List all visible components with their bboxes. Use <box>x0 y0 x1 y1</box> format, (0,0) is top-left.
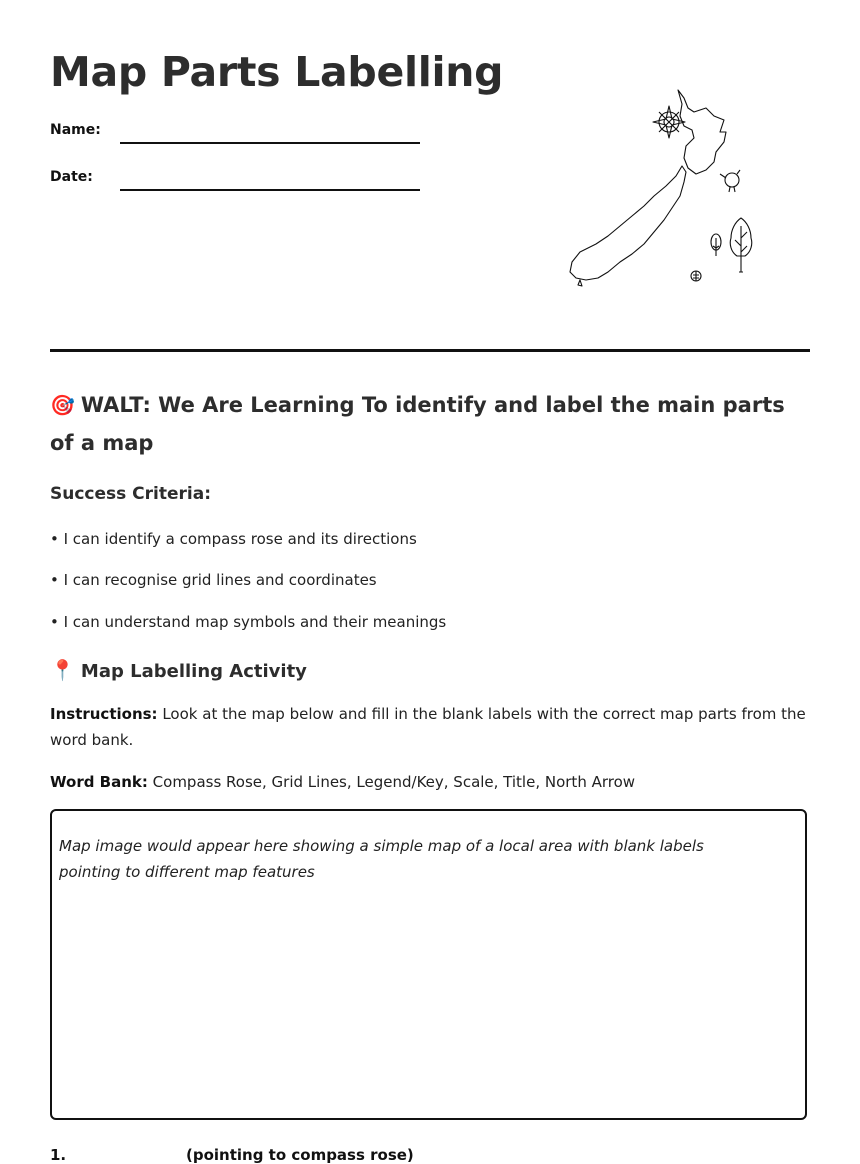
activity-heading <box>50 658 307 682</box>
question-text: (pointing to compass rose) <box>186 1146 414 1164</box>
success-criteria-item: • I can recognise grid lines and coordinates <box>50 571 377 589</box>
word-bank-text: Compass Rose, Grid Lines, Legend/Key, Scale, Title, North Arrow <box>152 773 636 791</box>
name-blank-line <box>120 142 420 144</box>
south-island-outline-icon <box>570 166 686 280</box>
page-title: Map Parts Labelling <box>50 48 504 96</box>
success-criteria-title: Success Criteria: <box>50 484 212 504</box>
compass-rose-icon <box>653 106 685 138</box>
new-zealand-map-illustration <box>568 86 768 290</box>
bird-icon <box>720 170 740 192</box>
map-placeholder-text: Map image would appear here showing a simple map of a local area with blank labels pointing to different map features <box>59 837 704 881</box>
instructions-paragraph <box>50 701 810 753</box>
map-placeholder-box <box>50 809 807 1120</box>
success-criteria-item: • I can understand map symbols and their meanings <box>50 613 447 631</box>
target-icon: 🎯 <box>50 393 75 417</box>
header-divider <box>50 349 810 352</box>
north-island-outline-icon <box>678 90 726 174</box>
date-label: Date: <box>50 169 93 185</box>
word-bank-paragraph <box>50 769 810 795</box>
name-label: Name: <box>50 122 101 138</box>
question-number: 1. <box>50 1146 67 1164</box>
tree-icon <box>730 218 752 272</box>
instructions-label: Instructions: <box>50 705 158 723</box>
instructions-text: Look at the map below and fill in the blank labels with the correct map parts from the word bank. <box>50 705 806 749</box>
activity-title: Map Labelling Activity <box>80 661 307 682</box>
small-tree-icon <box>711 234 721 256</box>
walt-text: WALT: We Are Learning To identify and label the main parts of a map <box>50 393 785 455</box>
word-bank-label: Word Bank: <box>50 773 148 791</box>
shrub-icon <box>691 271 701 281</box>
stewart-island-outline-icon <box>578 280 582 286</box>
pin-icon: 📍 <box>50 658 75 682</box>
success-criteria-item: • I can identify a compass rose and its directions <box>50 530 417 548</box>
walt-heading <box>50 386 810 462</box>
date-blank-line <box>120 189 420 191</box>
